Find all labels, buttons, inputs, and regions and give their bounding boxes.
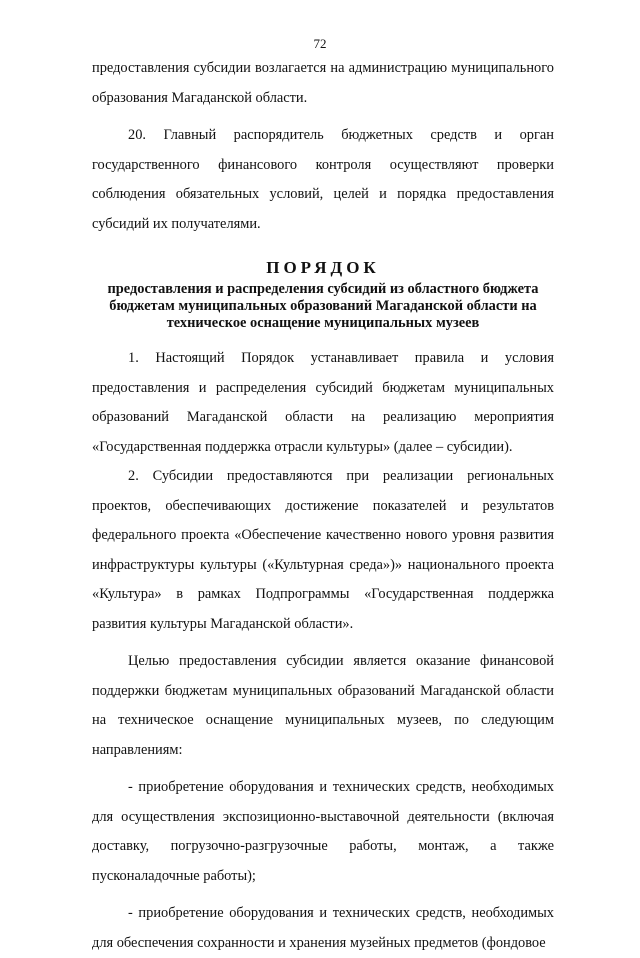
paragraph-item-2: 2. Субсидии предоставляются при реализации региональных проектов, обеспечивающих достижение показателей и результатов федерального проекта «Обеспечение качественно нового уровня развития инфраструктуры культуры («Культурная среда»)» национального проекта «Культура» в рамках Подпрограммы «Государственная поддержка развития культуры Магаданской области». xyxy=(92,468,554,632)
page-number: 72 xyxy=(313,36,327,51)
list-item-storage-equipment: - приобретение оборудования и технических средств, необходимых для обеспечения сохранности и хранения музейных предметов (фондовое xyxy=(92,905,554,951)
section-heading: ПОРЯДОК xyxy=(266,258,380,277)
paragraph-purpose: Целью предоставления субсидии является оказание финансовой поддержки бюджетам муниципальных образований Магаданской области на техническое оснащение муниципальных музеев, по следующим направлениям: xyxy=(92,653,554,758)
paragraph-continuation: предоставления субсидии возлагается на администрацию муниципального образования Магаданской области. xyxy=(92,60,554,106)
list-item-exhibition-equipment: - приобретение оборудования и технических средств, необходимых для осуществления экспозиционно-выставочной деятельности (включая доставку, погрузочно-разгрузочные работы, монтаж, а также пусконаладочные работы); xyxy=(92,779,554,884)
paragraph-item-1: 1. Настоящий Порядок устанавливает правила и условия предоставления и распределения субсидий бюджетам муниципальных образований Магаданской области на реализацию мероприятия «Государственная поддержка отрасли культуры» (далее – субсидии). xyxy=(92,350,554,455)
section-subheading: предоставления и распределения субсидий из областного бюджета бюджетам муниципальных образований Магаданской области на техническое оснащение муниципальных музеев xyxy=(107,281,539,331)
paragraph-item-20: 20. Главный распорядитель бюджетных средств и орган государственного финансового контроля осуществляют проверки соблюдения обязательных условий, целей и порядка предоставления субсидий их получателями. xyxy=(92,127,554,232)
document-body xyxy=(92,54,554,958)
